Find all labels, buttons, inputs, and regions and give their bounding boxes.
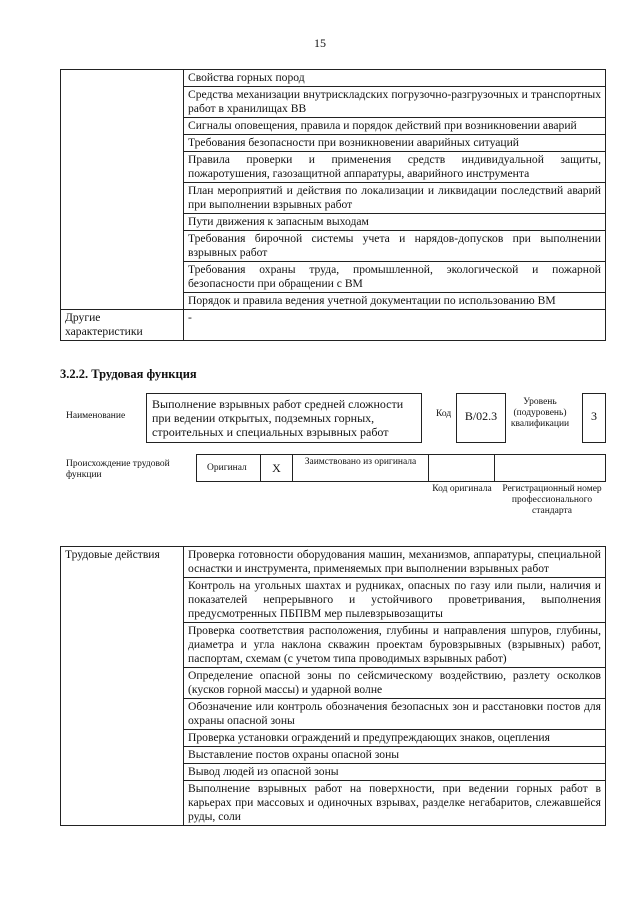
knowledge-item: Средства механизации внутрискладских погрузочно-разгрузочных и транспортных работ в хранилищах ВВ [184, 87, 606, 118]
other-characteristics-label: Другие характеристики [61, 310, 184, 341]
actions-table [60, 546, 606, 826]
origin-row [196, 454, 606, 482]
knowledge-item: Требования безопасности при возникновении аварийных ситуаций [184, 135, 606, 152]
original-mark: X [261, 455, 293, 481]
action-item: Выставление постов охраны опасной зоны [184, 747, 606, 764]
action-item: Обозначение или контроль обозначения безопасных зон и расстановки постов для охраны опасной зоны [184, 699, 606, 730]
action-item: Контроль на угольных шахтах и рудниках, опасных по газу или пыли, наличия и показателей непрерывного и устойчивого проветривания, выполнения предусмотренных ПБПВМ мер пылевзрывозащиты [184, 578, 606, 623]
code-label: Код [436, 409, 452, 419]
function-code: B/02.3 [464, 409, 498, 423]
knowledge-item: Свойства горных пород [184, 70, 606, 87]
knowledge-key-cell [61, 70, 184, 310]
page-number: 15 [314, 36, 326, 50]
section-heading: 3.2.2. Трудовая функция [60, 367, 197, 381]
reg-number-cell [495, 455, 605, 481]
actions-label: Трудовые действия [61, 547, 184, 826]
original-cell: Оригинал [197, 455, 261, 481]
knowledge-item: Требования охраны труда, промышленной, экологической и пожарной безопасности при обращении с ВМ [184, 262, 606, 293]
code-original-cell [429, 455, 495, 481]
knowledge-item: Пути движения к запасным выходам [184, 214, 606, 231]
action-item: Вывод людей из опасной зоны [184, 764, 606, 781]
knowledge-item: План мероприятий и действия по локализации и ликвидации последствий аварий при выполнении взрывных работ [184, 183, 606, 214]
level-box [582, 393, 606, 443]
knowledge-item: Порядок и правила ведения учетной документации по использованию ВМ [184, 293, 606, 310]
function-name-box [146, 393, 422, 443]
knowledge-item: Требования бирочной системы учета и нарядов-допусков при выполнении взрывных работ [184, 231, 606, 262]
level-label: Уровень (подуровень) квалификации [510, 397, 570, 429]
action-item: Проверка готовности оборудования машин, механизмов, аппаратуры, специальной оснастки и инструмента, применяемых при выполнении взрывных работ [184, 547, 606, 578]
action-item: Определение опасной зоны по сейсмическому воздействию, разлету осколков (кусков горной массы) и ударной волне [184, 668, 606, 699]
action-item: Проверка установки ограждений и предупреждающих знаков, оцепления [184, 730, 606, 747]
borrowed-cell: Заимствовано из оригинала [293, 455, 429, 481]
level-value: 3 [591, 409, 597, 423]
action-item: Проверка соответствия расположения, глубины и направления шпуров, глубины, диаметра и угла наклона скважин проектам буровзрывных (взрывных) работ, паспортам, схемам (с учетом типа проводимых взрывных работ) [184, 623, 606, 668]
name-label: Наименование [66, 411, 126, 421]
function-code-box [456, 393, 506, 443]
function-name: Выполнение взрывных работ средней сложности при ведении открытых, подземных горных, строительных и специальных взрывных работ [152, 397, 404, 439]
knowledge-item: Правила проверки и применения средств индивидуальной защиты, пожаротушения, газозащитной аппаратуры, аварийного инструмента [184, 152, 606, 183]
knowledge-table [60, 69, 606, 341]
origin-label: Происхождение трудовой функции [66, 459, 170, 480]
other-characteristics-value: - [184, 310, 606, 341]
knowledge-item: Сигналы оповещения, правила и порядок действий при возникновении аварий [184, 118, 606, 135]
action-item: Выполнение взрывных работ на поверхности, при ведении горных работ в карьерах при массовых и одиночных взрывах, разделке негабаритов, слежавшейся руды, соли [184, 781, 606, 826]
code-original-label: Код оригинала [432, 484, 492, 494]
reg-number-label: Регистрационный номер профессионального стандарта [502, 484, 602, 516]
